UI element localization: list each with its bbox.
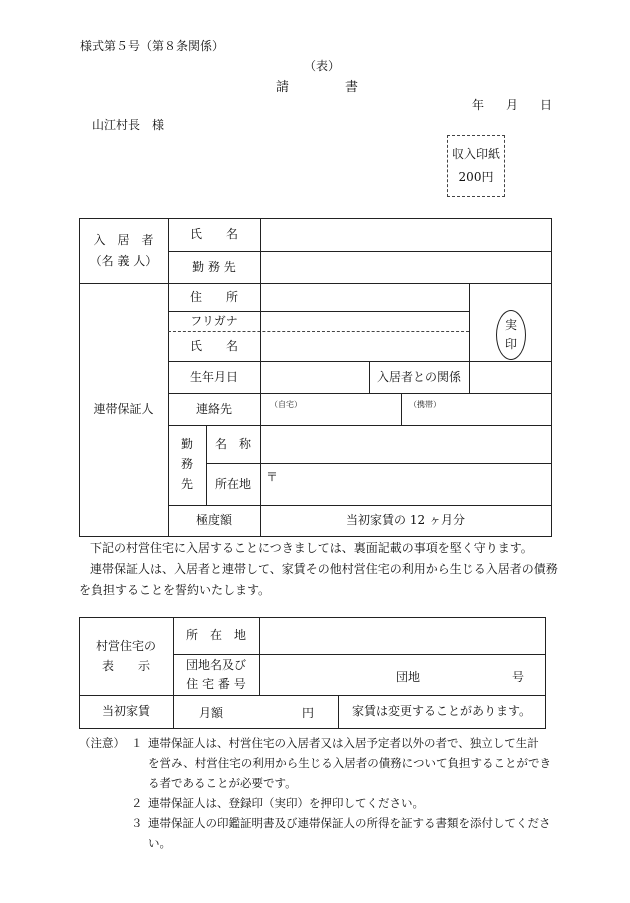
birthdate-label: 生年月日 <box>189 369 238 384</box>
monthly-label: 月額 <box>199 706 224 720</box>
workplace-vertical-label <box>168 425 206 505</box>
note-3-line1: 連帯保証人の印鑑証明書及び連帯保証人の所得を証する書類を添付してくださ <box>148 816 551 830</box>
company-location-field[interactable] <box>261 464 550 505</box>
note-1-number: １ <box>131 736 143 750</box>
home-phone-tag: （自宅） <box>270 400 302 409</box>
guarantor-address-label: 住 所 <box>189 289 238 304</box>
title-char-2: 書 <box>345 80 359 95</box>
revenue-stamp-amount: 200円 <box>458 170 494 184</box>
contact-label: 連絡先 <box>195 401 232 416</box>
revenue-stamp-box <box>447 135 505 197</box>
estate-word: 団地 <box>396 670 421 684</box>
guarantor-name-field[interactable] <box>261 332 468 361</box>
form-side-label: （表） <box>304 59 341 73</box>
resident-label <box>79 218 168 283</box>
guarantor-name-label: 氏 名 <box>189 338 238 353</box>
estate-label-line1: 団地名及び <box>185 657 246 672</box>
resident-label-line1: 入 居 者 <box>93 233 154 248</box>
note-2-number: ２ <box>131 796 143 810</box>
relation-field[interactable] <box>470 362 550 393</box>
company-name-field[interactable] <box>261 426 550 463</box>
note-3-number: ３ <box>131 816 143 830</box>
resident-workplace-field[interactable] <box>261 252 550 283</box>
relation-label: 入居者との関係 <box>376 369 461 384</box>
guarantor-oath-line2: を負担することを誓約いたします。 <box>79 583 271 597</box>
guarantor-furigana-field[interactable] <box>261 312 468 331</box>
resident-name-field[interactable] <box>261 219 550 251</box>
housing-label-line1: 村営住宅の <box>95 638 156 653</box>
seal-char-2: 印 <box>504 337 517 351</box>
initial-rent-label: 当初家賃 <box>101 704 150 719</box>
workplace-char-1: 勤 <box>180 437 193 452</box>
note-3-line2: い。 <box>148 836 171 850</box>
date-month-label: 月 <box>506 98 519 112</box>
housing-label-line2: 表 示 <box>101 659 150 673</box>
note-1-line3: る者であることが必要です。 <box>148 776 297 790</box>
revenue-stamp-label: 収入印紙 <box>451 147 500 162</box>
resident-workplace-label: 勤 務 先 <box>192 259 236 274</box>
form-number: 様式第５号（第８条関係） <box>80 39 225 53</box>
workplace-char-3: 先 <box>180 476 193 491</box>
date-year-label: 年 <box>472 98 485 112</box>
mobile-phone-field[interactable] <box>402 394 550 425</box>
note-1-line2: を営み、村営住宅の利用から生じる入居者の債務について負担することができ <box>148 756 551 770</box>
registered-seal-mark <box>496 310 526 360</box>
credit-limit-label: 極度額 <box>195 513 232 528</box>
notes-prefix: （注意） <box>79 736 125 750</box>
estate-number-label <box>173 654 259 695</box>
addressee: 山江村長 様 <box>92 118 165 132</box>
company-location-label: 所在地 <box>214 476 251 491</box>
credit-limit-value: 当初家賃の 12 ヶ月分 <box>346 513 465 528</box>
rent-change-note: 家賃は変更することがあります。 <box>351 704 532 719</box>
guarantor-furigana-label: フリガナ <box>190 313 238 328</box>
resident-name-label: 氏 名 <box>189 227 238 242</box>
number-word: 号 <box>512 670 525 684</box>
note-2-line1: 連帯保証人は、登録印（実印）を押印してください。 <box>148 796 424 810</box>
date-day-label: 日 <box>540 98 553 112</box>
pledge-paragraph: 下記の村営住宅に入居することにつきましては、裏面記載の事項を堅く守ります。 <box>90 541 533 555</box>
guarantor-oath-line1: 連帯保証人は、入居者と連帯して、家賃その他村営住宅の利用から生じる入居者の債務 <box>90 562 558 576</box>
monthly-rent-field[interactable] <box>230 696 300 728</box>
housing-location-field[interactable] <box>260 618 544 654</box>
mobile-phone-tag: （携帯） <box>409 400 441 409</box>
housing-location-label: 所 在 地 <box>185 628 246 643</box>
resident-label-line2: （名 義 人） <box>89 253 158 268</box>
yen-unit: 円 <box>302 706 315 720</box>
workplace-char-2: 務 <box>180 457 193 472</box>
title-char-1: 請 <box>276 80 290 95</box>
estate-label-line2: 住 宅 番 号 <box>186 676 246 691</box>
home-phone-field[interactable] <box>261 394 400 425</box>
housing-label <box>79 617 173 695</box>
postal-mark: 〒 <box>266 470 279 484</box>
seal-char-1: 実 <box>504 317 517 332</box>
birthdate-field[interactable] <box>261 362 368 393</box>
guarantor-label: 連帯保証人 <box>93 402 154 417</box>
note-1-line1: 連帯保証人は、村営住宅の入居者又は入居予定者以外の者で、独立して生計 <box>148 736 539 750</box>
guarantor-address-field[interactable] <box>261 284 468 311</box>
company-name-label: 名 称 <box>214 436 251 451</box>
